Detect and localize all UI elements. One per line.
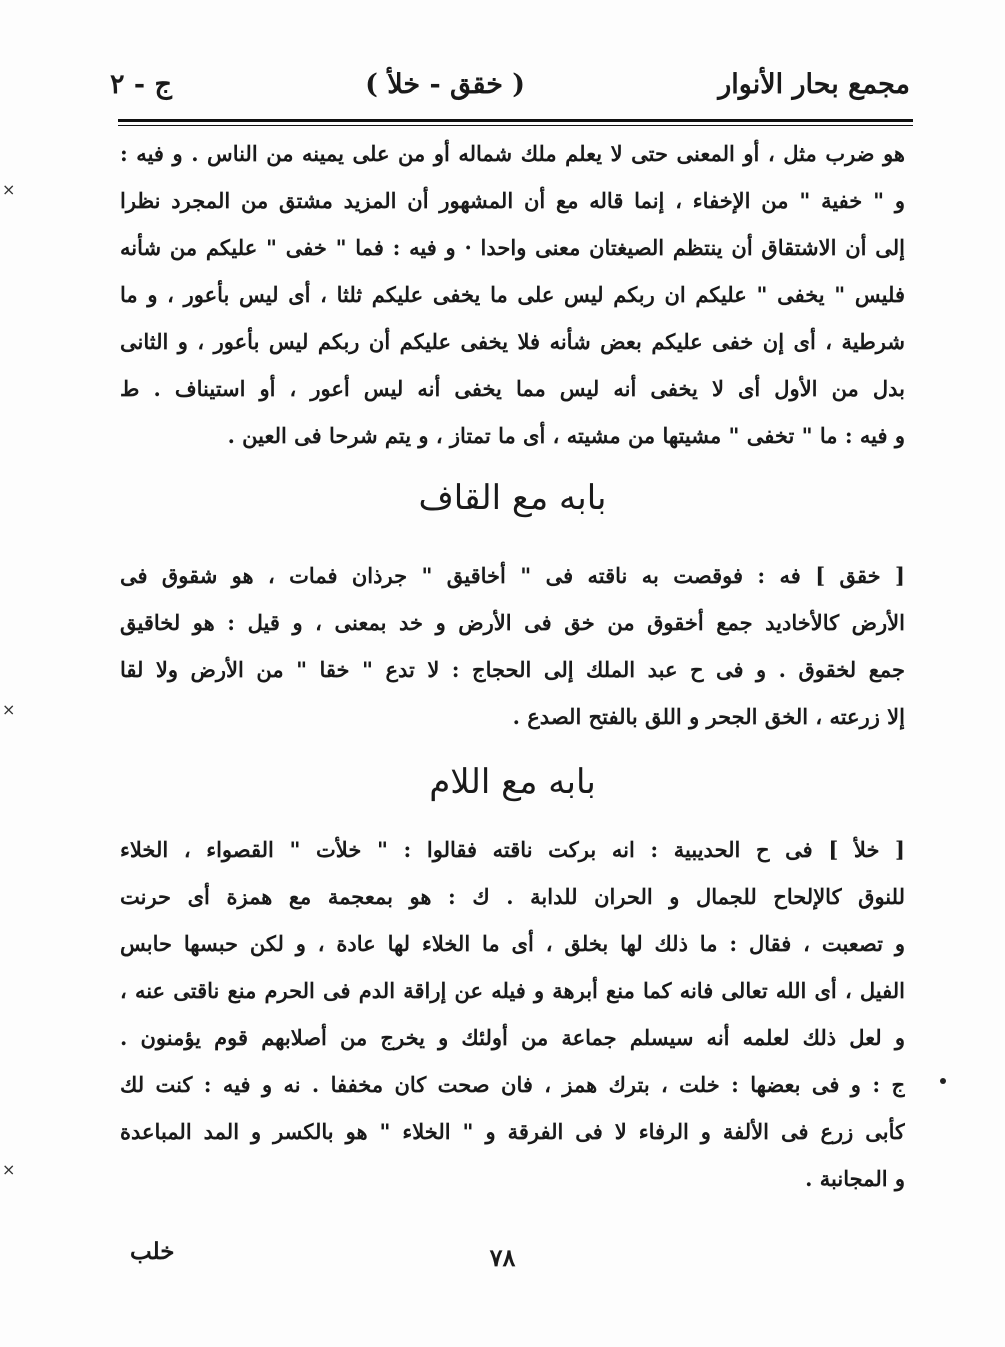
volume-number: ج - ٢ <box>110 68 172 100</box>
text-line: و لعل ذلك لعلمه أنه سيسلم جماعة من أولئك و يخرج من أصلابهم قوم يؤمنون . <box>120 1025 905 1050</box>
text-line: [ خلأ ] فى ح الحديبية : انه بركت ناقته فقالوا : " خلأت " القصواء ، الخلاء <box>120 837 905 862</box>
running-header <box>110 58 910 110</box>
book-title: مجمع بحار الأنوار <box>718 68 910 100</box>
section-khla <box>120 826 905 1202</box>
text-line: للنوق كالإلحاح للجمال و الحران للدابة . ك : هو بمعجمة مع همزة أى حرنت <box>120 884 905 909</box>
text-line: إلى أن الاشتقاق أن ينتظم الصيغتان معنى واحدا · و فيه : فما " خفى " عليكم من شأنه <box>120 235 905 260</box>
text-line: جمع لخقوق . و فى ح عبد الملك إلى الحجاج : لا تدع " خقا " من الأرض ولا لقا <box>120 657 905 682</box>
text-line: كأبى زرع فى الألفة و الرفاء لا فى الفرقة و " الخلاء " هو بالكسر و المد المباعدة <box>120 1119 905 1144</box>
text-line: بدل من الأول أى لا يخفى أنه ليس مما يخفى أنه ليس أعور ، أو استيناف . ط <box>120 376 905 401</box>
text-line: فليس " يخفى " عليكم ان ربكم ليس على ما يخفى عليكم ثلثا ، أى ليس بأعور ، و ما <box>120 282 905 307</box>
text-line: هو ضرب مثل ، أو المعنى حتى لا يعلم ملك شماله أو من على يمينه من الناس . و فيه : <box>120 141 905 166</box>
margin-mark: × <box>2 700 16 719</box>
catchword: خلب <box>130 1238 175 1265</box>
entry-range: ( خقق - خلأ ) <box>365 68 526 100</box>
text-line: و فيه : ما " تخفى " مشيتها من مشيته ، أى ما تمتاز ، و يتم شرحا فى العين . <box>227 423 905 448</box>
margin-dot <box>940 1078 946 1084</box>
section-khfy <box>120 130 905 459</box>
text-line: ج : و فى بعضها : خلت ، بترك همز ، فان صحت كان مخففا . نه و فيه : كنت لك <box>120 1072 905 1097</box>
page-number: ٧٨ <box>489 1243 516 1272</box>
text-line: و المجانبة . <box>805 1166 905 1191</box>
section-heading-lam: بابه مع اللام <box>429 762 596 802</box>
text-line: الفيل ، أى الله تعالى فانه كما منع أبرهة و فيله عن إراقة الدم فى الحرم منع ناقتى عنه ، <box>120 978 905 1003</box>
text-line: شرطية ، أى إن خفى عليكم بعض شأنه فلا يخفى عليكم أن ربكم ليس بأعور ، و الثانى <box>120 329 905 354</box>
header-rule-thin <box>118 125 913 126</box>
margin-mark: × <box>2 180 16 199</box>
text-line: و " خفية " من الإخفاء ، إنما قاله مع أن المشهور أن المزيد مشتق من المجرد نظرا <box>120 188 905 213</box>
text-line: و تصعبت ، فقال : ما ذلك لها بخلق ، أى ما الخلاء لها عادة ، و لكن حبسها حابس <box>120 931 905 956</box>
header-rule <box>118 119 913 122</box>
text-line: إلا زرعته ، الخق الجحر و اللق بالفتح الصدع . <box>512 704 905 729</box>
margin-mark: × <box>2 1160 16 1179</box>
section-heading-qaf: بابه مع القاف <box>418 478 607 518</box>
section-khqq <box>120 552 905 740</box>
text-line: الأرض كالأخاديد جمع أخقوق من خق فى الأرض و خد بمعنى ، و قيل : هو لخاقيق <box>120 610 905 635</box>
text-line: [ خقق ] فه : فوقصت به ناقته فى " أخاقيق " جرذان فمات ، هو شقوق فى <box>120 563 905 588</box>
